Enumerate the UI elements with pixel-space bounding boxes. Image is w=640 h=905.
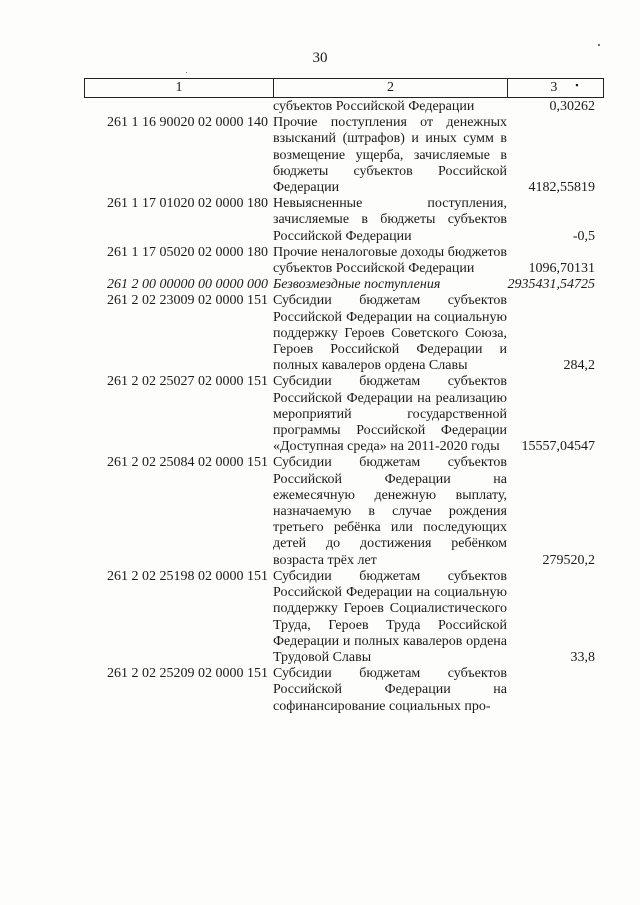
row-code: 261 1 17 05020 02 0000 180 — [107, 244, 268, 260]
row-code — [84, 99, 273, 115]
row-name: Субсидии бюджетам субъектов Российской Федерации на социальную поддержку Героев Советского Союза, Героев Российской Федерации и полных кавалеров ордена Славы — [273, 293, 507, 374]
scan-speck — [598, 44, 600, 46]
row-sum: 15557,04547 — [521, 439, 595, 455]
row-name: субъектов Российской Федерации — [273, 99, 475, 114]
row-name: Субсидии бюджетам субъектов Российской Федерации на ежемесячную денежную выплату, назначаемую в случае рождения третьего ребёнка или последующих детей до достижения ребёнком возраста трёх лет — [273, 455, 507, 568]
table-row — [84, 245, 603, 277]
row-sum: 279520,2 — [542, 552, 595, 568]
row-sum: 33,8 — [570, 649, 595, 665]
table-row — [84, 277, 603, 293]
table-row — [84, 293, 603, 374]
row-name: Субсидии бюджетам субъектов Российской Федерации на социальную поддержку Героев Социалистического Труда, Героев Труда Российской Федерации и полных кавалеров ордена Трудовой Славы — [273, 568, 507, 665]
page-number: 30 — [312, 50, 328, 66]
header-col-2: 2 — [274, 79, 508, 98]
row-name: Невыясненные поступления, зачисляемые в бюджеты субъектов Российской Федерации — [273, 196, 507, 244]
row-name: Прочие неналоговые доходы бюджетов субъектов Российской Федерации — [273, 244, 507, 277]
row-code: 261 1 16 90020 02 0000 140 — [107, 115, 268, 131]
table-row — [84, 196, 603, 245]
row-code: 261 2 02 23009 02 0000 151 — [107, 293, 268, 309]
revenue-table — [84, 99, 603, 715]
table-row — [84, 115, 603, 196]
row-code: 261 2 00 00000 00 0000 000 — [107, 277, 268, 293]
row-name: Прочие поступления от денежных взысканий (штрафов) и иных сумм в возмещение ущерба, зачисляемые в бюджеты субъектов Российской Федерации — [273, 115, 507, 196]
scan-speck — [186, 72, 187, 73]
table-row — [84, 569, 603, 666]
row-sum: 2935431,54725 — [507, 277, 595, 293]
row-sum: 284,2 — [563, 358, 595, 374]
table-row — [84, 374, 603, 455]
row-code: 261 2 02 25198 02 0000 151 — [107, 568, 268, 584]
row-sum: 4182,55819 — [528, 180, 595, 196]
row-sum: 0,30262 — [549, 99, 595, 114]
row-sum — [507, 666, 603, 715]
table-header — [84, 78, 604, 98]
row-code: 261 2 02 25027 02 0000 151 — [107, 374, 268, 390]
table-row — [84, 666, 603, 715]
row-name: Субсидии бюджетам субъектов Российской Федерации на софинансирование социальных про- — [273, 666, 507, 714]
table-row — [84, 455, 603, 568]
header-col-1: 1 — [85, 79, 274, 98]
row-name: Безвозмездные поступления — [273, 277, 441, 293]
row-code: 261 2 02 25209 02 0000 151 — [107, 666, 268, 682]
row-code: 261 2 02 25084 02 0000 151 — [107, 455, 268, 471]
row-sum: 1096,70131 — [528, 261, 595, 277]
header-col-3: 3 ▪ — [508, 79, 604, 98]
row-sum: -0,5 — [572, 228, 595, 244]
table-row — [84, 99, 603, 115]
row-code: 261 1 17 01020 02 0000 180 — [107, 196, 268, 212]
row-name: Субсидии бюджетам субъектов Российской Федерации на реализацию мероприятий государственной программы Российской Федерации «Доступная среда» на 2011-2020 годы — [273, 374, 507, 455]
